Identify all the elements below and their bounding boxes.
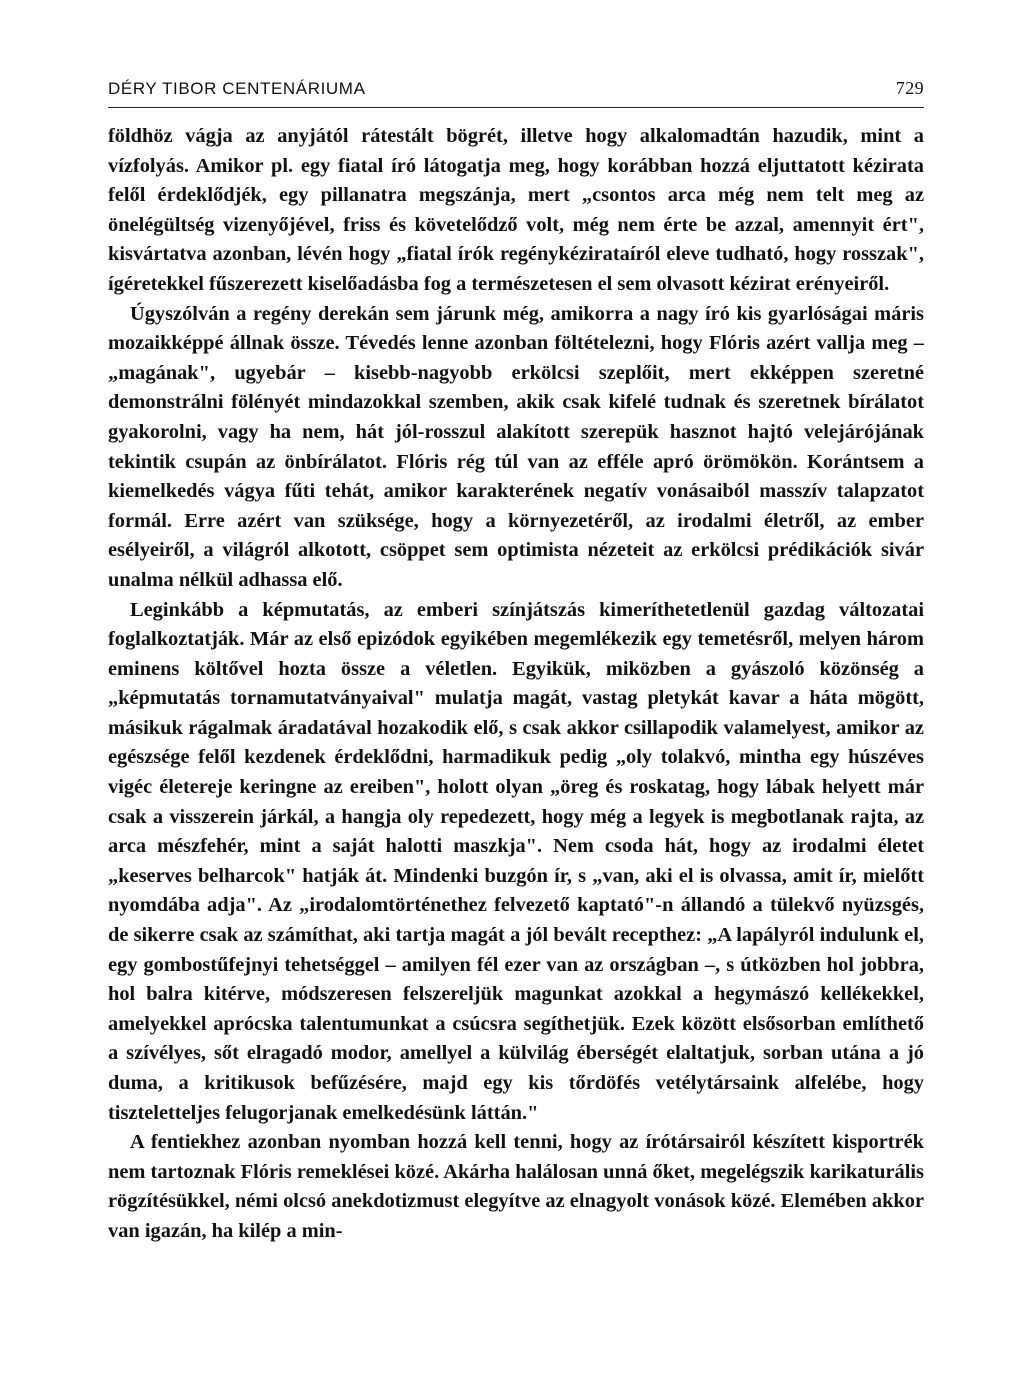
- running-header: [108, 78, 924, 108]
- paragraph: A fentiekhez azonban nyomban hozzá kell tenni, hogy az írótársairól készített kisportrék nem tartoznak Flóris remeklései közé. Akárha halálosan unná őket, megelégszik karikaturális rögzítésükkel, némi olcsó anekdotizmust elegyítve az elnagyolt vonások közé. Elemében akkor van igazán, ha kilép a min-: [108, 1131, 924, 1242]
- paragraph-continuation: földhöz vágja az anyjától rátestált bögrét, illetve hogy alkalomadtán hazudik, mint a vízfolyás. Amikor pl. egy fiatal író látogatja meg, hogy korábban hozzá eljuttatott kézirata felől érdeklődjék, egy pillanatra megszánja, mert „csontos arca még nem telt meg az önelégültség vizenyőjével, friss és követelődző volt, még nem érte be azzal, amennyit ért", kisvártatva azonban, lévén hogy „fiatal írók regénykézirataíról eleve tudható, hogy rosszak", ígéretekkel fűszerezett kiselőadásba fog a természetesen el sem olvasott kézirat erényeiről.: [108, 125, 924, 295]
- body-text: [108, 122, 924, 1247]
- page-number: 729: [895, 78, 924, 98]
- paragraph: Leginkább a képmutatás, az emberi színjátszás kimeríthetetlenül gazdag változatai foglalkoztatják. Már az első epizódok egyikében megemlékezik egy temetésről, melyen három eminens költővel hozta össze a véletlen. Egyikük, miközben a gyászoló közönség a „képmutatás tornamutatványaival" mulatja magát, vastag pletykát kavar a háta mögött, másikuk rágalmak áradatával hozakodik elő, s csak akkor csillapodik valamelyest, amikor az egészsége felől kezdenek érdeklődni, harmadikuk pedig „oly tolakvó, mintha egy húszéves vigéc életereje keringne az ereiben", holott olyan „öreg és roskatag, hogy lábak helyett már csak a visszerein járkál, a hangja oly repedezett, hogy még a legyek is megbotlanak rajta, az arca mészfehér, mint a saját halotti maszkja". Nem csoda hát, hogy az irodalmi életet „keserves belharcok" hatják át. Mindenki buzgón ír, s „van, aki el is olvassa, amit ír, mielőtt nyomdába adja". Az „irodalomtörténethez felvezető kaptató"-n állandó a tülekvő nyüzsgés, de sikerre csak az számíthat, aki tartja magát a jól bevált recepthez: „A lapályról indulunk el, egy gombostűfejnyi tehetséggel – amilyen fél ezer van az országban –, s útközben hol jobbra, hol balra kitérve, módszeresen felszereljük magunkat azokkal a hegymászó kellékekkel, amelyekkel aprócska talentumunkat a csúcsra segíthetjük. Ezek között elsősorban említhető a szívélyes, sőt elragadó modor, amellyel a külvilág éberségét elaltatjuk, sorban utána a jó duma, a kritikusok befűzésére, majd egy kis tőrdöfés vetélytársaink alfelébe, hogy tiszteletteljes felugorjanak emelkedésünk láttán.": [108, 598, 924, 1124]
- paragraph: Úgyszólván a regény derekán sem járunk még, amikorra a nagy író kis gyarlóságai máris mozaikképpé állnak össze. Tévedés lenne azonban föltételezni, hogy Flóris azért vallja meg – „magának", ugyebár – kisebb-nagyobb erkölcsi szeplőit, mert ekképpen szeretné demonstrálni fölényét mindazokkal szemben, akik csak kifelé tudnak és szeretnek bírálatot gyakorolni, vagy ha nem, hát jól-rosszul alakított szerepük hasznot hajtó velejárójának tekintik csupán az önbírálatot. Flóris rég túl van az efféle apró örömökön. Korántsem a kiemelkedés vágya fűti tehát, amikor karakterének negatív vonásaiból masszív talapzatot formál. Erre azért van szüksége, hogy a környezetéről, az irodalmi életről, az ember esélyeiről, a világról alkotott, csöppet sem optimista nézeteit az erkölcsi prédikációk sivár unalma nélkül adhassa elő.: [108, 302, 924, 591]
- running-head-title: DÉRY TIBOR CENTENÁRIUMA: [108, 79, 366, 98]
- book-page: [108, 78, 924, 1247]
